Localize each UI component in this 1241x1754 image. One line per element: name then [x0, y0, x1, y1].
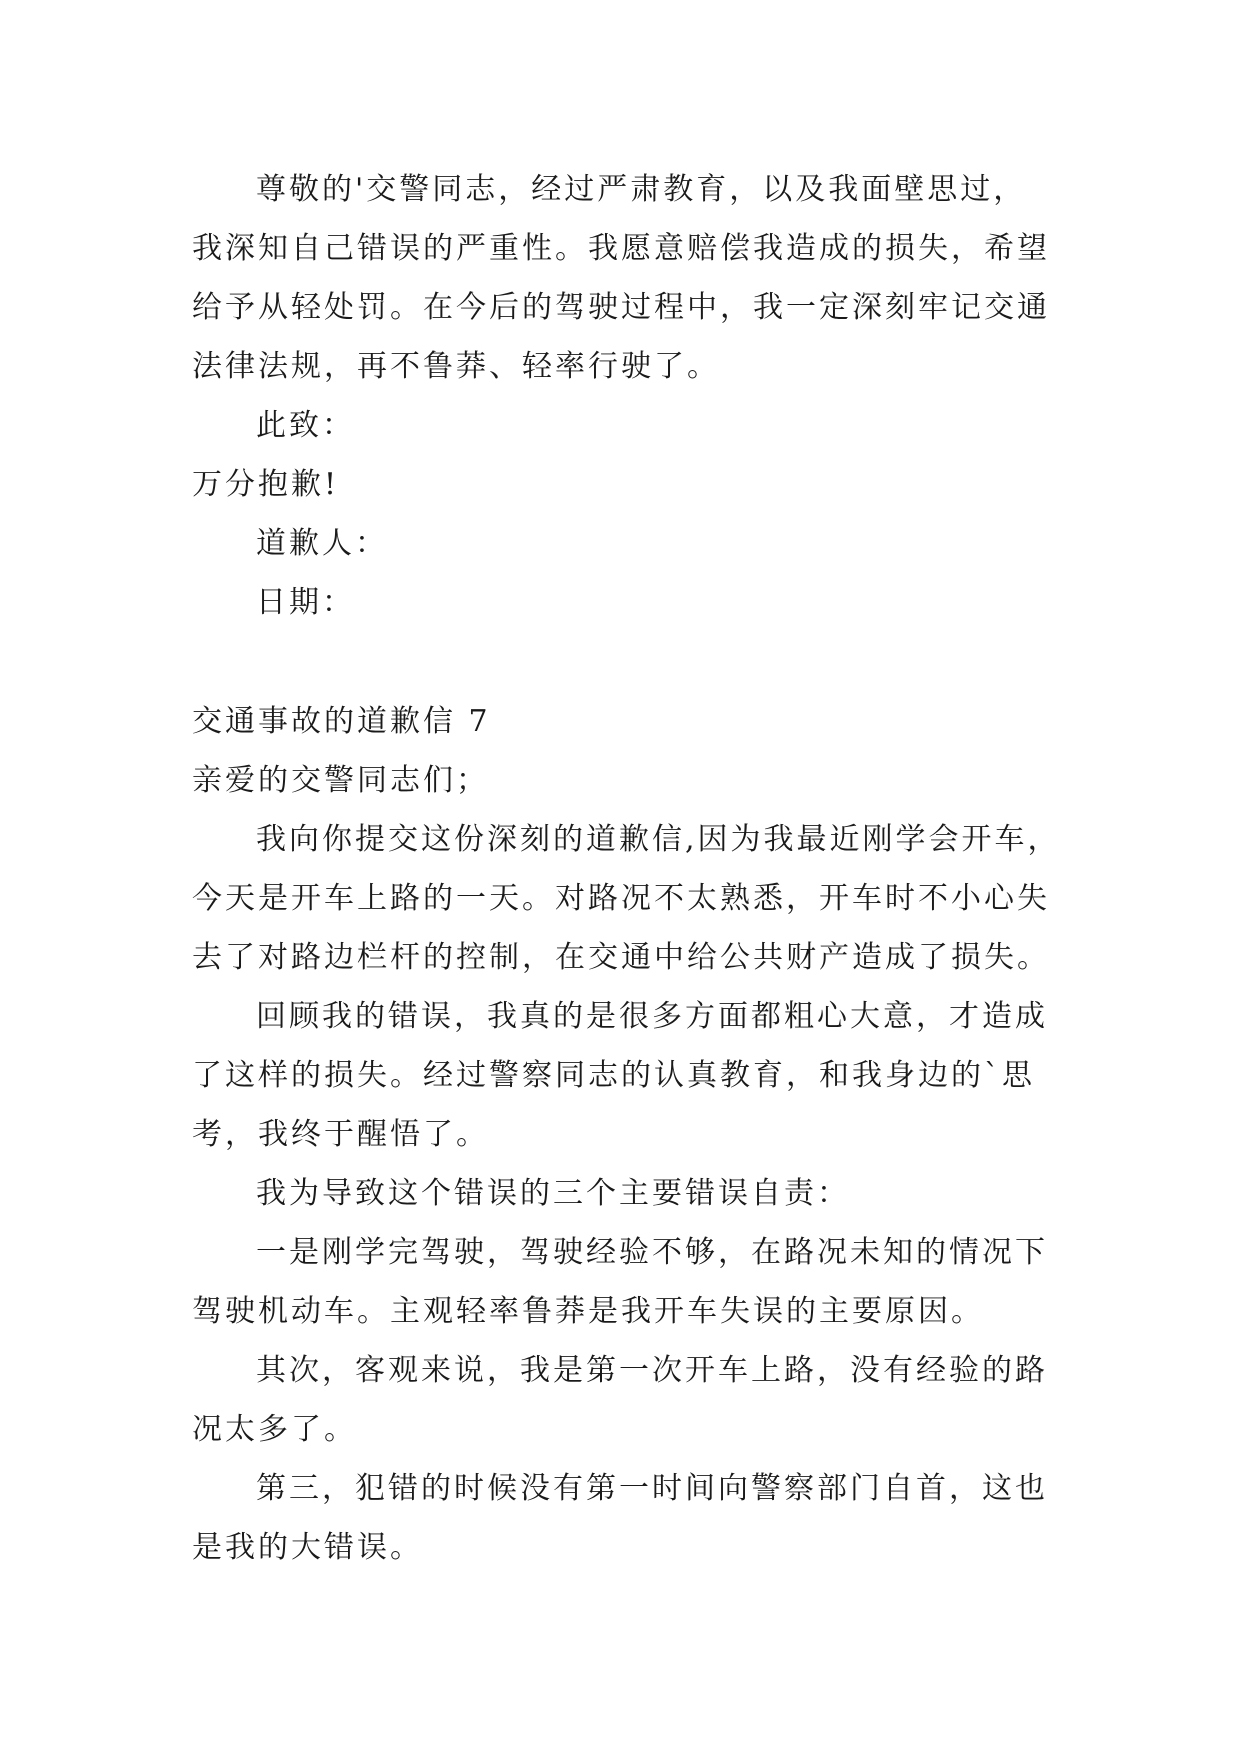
text-line: 考，我终于醒悟了。 — [192, 1117, 489, 1152]
text-line: 我为导致这个错误的三个主要错误自责： — [256, 1176, 850, 1211]
text-line: 是我的大错误。 — [192, 1530, 423, 1565]
salutation-close — [192, 396, 1072, 455]
letter-title — [192, 692, 1072, 751]
paragraph-2 — [192, 987, 1072, 1164]
text-line: 了这样的损失。经过警察同志的认真教育，和我身边的`思 — [192, 1058, 1035, 1093]
paragraph-3 — [192, 1164, 1072, 1223]
text-line: 其次，客观来说，我是第一次开车上路，没有经验的路 — [256, 1353, 1048, 1388]
paragraph-5 — [192, 1341, 1072, 1459]
text-line: 第三，犯错的时候没有第一时间向警察部门自首，这也 — [256, 1471, 1048, 1506]
sorry-line-text: 万分抱歉! — [192, 467, 340, 502]
text-line: 况太多了。 — [192, 1412, 357, 1447]
salutation-close-text: 此致： — [256, 408, 355, 443]
text-line: 我深知自己错误的严重性。我愿意赔偿我造成的损失，希望 — [192, 231, 1050, 266]
paragraph-prev-1 — [192, 160, 1072, 396]
text-line: 去了对路边栏杆的控制，在交通中给公共财产造成了损失。 — [192, 940, 1050, 975]
signer-label — [192, 514, 1072, 573]
date-label-text: 日期： — [256, 585, 355, 620]
letter-greeting-text: 亲爱的交警同志们； — [192, 763, 489, 798]
text-line: 尊敬的'交警同志，经过严肃教育，以及我面壁思过， — [256, 172, 1027, 207]
paragraph-1 — [192, 810, 1072, 987]
text-line: 驾驶机动车。主观轻率鲁莽是我开车失误的主要原因。 — [192, 1294, 984, 1329]
letter-greeting — [192, 751, 1072, 810]
document-body — [192, 160, 1072, 1577]
signer-label-text: 道歉人： — [256, 526, 388, 561]
paragraph-6 — [192, 1459, 1072, 1577]
text-line: 给予从轻处罚。在今后的驾驶过程中，我一定深刻牢记交通 — [192, 290, 1050, 325]
date-label — [192, 573, 1072, 632]
text-line: 我向你提交这份深刻的道歉信,因为我最近刚学会开车， — [256, 822, 1061, 857]
text-line: 法律法规，再不鲁莽、轻率行驶了。 — [192, 349, 720, 384]
text-line: 今天是开车上路的一天。对路况不太熟悉，开车时不小心失 — [192, 881, 1050, 916]
paragraph-4 — [192, 1223, 1072, 1341]
text-line: 一是刚学完驾驶，驾驶经验不够，在路况未知的情况下 — [256, 1235, 1048, 1270]
sorry-line — [192, 455, 1072, 514]
letter-title-text: 交通事故的道歉信 7 — [192, 704, 491, 739]
text-line: 回顾我的错误，我真的是很多方面都粗心大意，才造成 — [256, 999, 1048, 1034]
